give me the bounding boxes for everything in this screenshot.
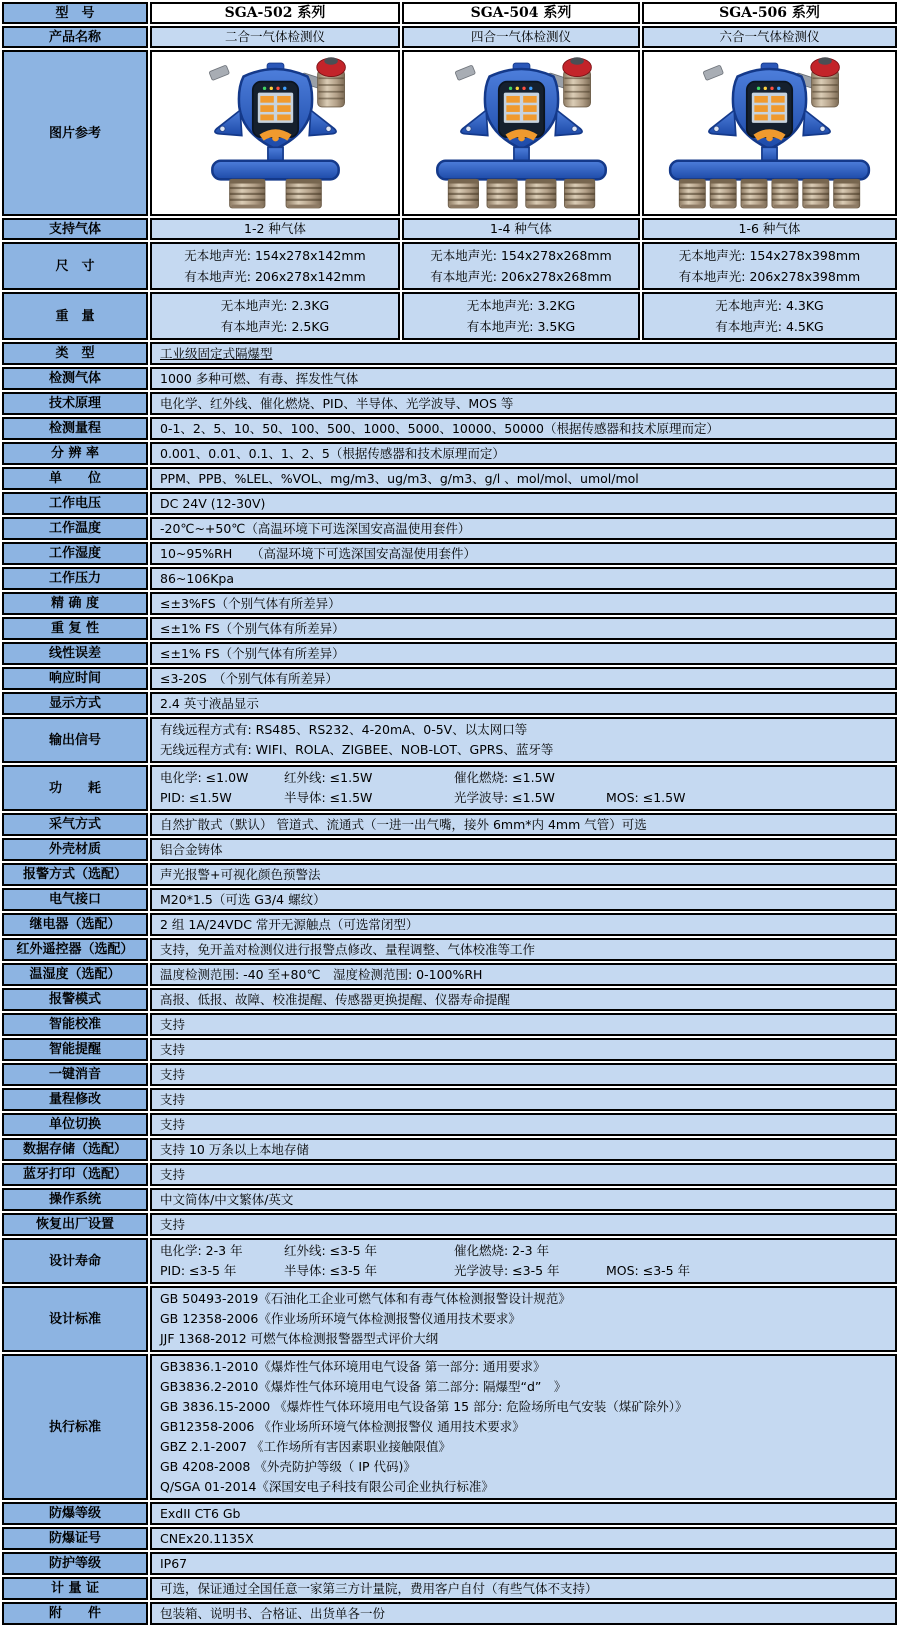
size-value xyxy=(402,242,640,290)
row-label: 分 辨 率 xyxy=(2,442,148,465)
row-label: 报警模式 xyxy=(2,988,148,1011)
spec-value xyxy=(150,1113,897,1136)
spec-value-segment: PID: ≤1.5W xyxy=(160,790,232,805)
row-label: 输出信号 xyxy=(2,717,148,763)
spec-value xyxy=(150,567,897,590)
row-label: 功 耗 xyxy=(2,765,148,811)
row-label: 量程修改 xyxy=(2,1088,148,1111)
spec-value xyxy=(150,1552,897,1575)
row-label: 显示方式 xyxy=(2,692,148,715)
sensor-cylinder xyxy=(525,179,555,208)
spec-value-line: ≤±1% FS（个别气体有所差异） xyxy=(160,621,345,636)
spec-row xyxy=(2,667,897,690)
row-label: 恢复出厂设置 xyxy=(2,1213,148,1236)
spec-value xyxy=(150,1213,897,1236)
row-label: 类 型 xyxy=(2,342,148,365)
spec-value-segment: 半导体: ≤3-5 年 xyxy=(284,1263,378,1278)
spec-value-line: 铝合金铸体 xyxy=(160,842,223,857)
row-label: 检测气体 xyxy=(2,367,148,390)
spec-row xyxy=(2,517,897,540)
spec-value xyxy=(150,542,897,565)
spec-value-line: 0-1、2、5、10、50、100、500、1000、5000、10000、50000（根据传感器和技术原理而定） xyxy=(160,421,720,436)
spec-value-line: GB 3836.15-2000 《爆炸性气体环境用电气设备第 15 部分: 危险场所电气安装（煤矿除外）》 xyxy=(160,1399,688,1414)
spec-value xyxy=(150,717,897,763)
spec-value xyxy=(150,1138,897,1161)
gases-value: 1-4 种气体 xyxy=(402,218,640,240)
product-name: 二合一气体检测仪 xyxy=(150,26,400,48)
spec-value-segment: 光学波导: ≤3-5 年 xyxy=(454,1263,560,1278)
spec-row xyxy=(2,467,897,490)
row-label: 重 量 xyxy=(2,292,148,340)
spec-row xyxy=(2,813,897,836)
spec-table-body xyxy=(2,2,897,1625)
row-label: 工作电压 xyxy=(2,492,148,515)
row-label: 防护等级 xyxy=(2,1552,148,1575)
spec-value xyxy=(150,442,897,465)
gas-detector-image xyxy=(166,53,385,213)
sensor-cylinder xyxy=(741,179,767,208)
spec-value xyxy=(150,1354,897,1500)
row-label: 蓝牙打印（选配） xyxy=(2,1163,148,1186)
spec-row xyxy=(2,1286,897,1352)
sensor-cylinder xyxy=(679,179,705,208)
spec-row xyxy=(2,838,897,861)
spec-value-line: PPM、PPB、%LEL、%VOL、mg/m3、ug/m3、g/m3、g/l 、mol/mol、umol/mol xyxy=(160,471,639,486)
spec-value-segment: MOS: ≤3-5 年 xyxy=(606,1263,691,1278)
spec-value xyxy=(150,1088,897,1111)
spec-value-line: M20*1.5（可选 G3/4 螺纹） xyxy=(160,892,326,907)
row-label: 计 量 证 xyxy=(2,1577,148,1600)
spec-row xyxy=(2,1113,897,1136)
size-value-line: 无本地声光: 154x278x142mm xyxy=(184,248,366,263)
spec-row xyxy=(2,938,897,961)
spec-value xyxy=(150,1602,897,1625)
spec-value-line: IP67 xyxy=(160,1556,188,1571)
spec-value-line: 支持 10 万条以上本地存储 xyxy=(160,1142,309,1157)
gas-detector-image xyxy=(660,53,879,213)
row-label: 附 件 xyxy=(2,1602,148,1625)
spec-value-line: 支持 xyxy=(160,1117,186,1132)
size-value-line: 无本地声光: 154x278x268mm xyxy=(430,248,612,263)
weight-value xyxy=(150,292,400,340)
spec-value-line: 10~95%RH （高湿环境下可选深国安高湿使用套件） xyxy=(160,546,476,561)
row-label: 防爆等级 xyxy=(2,1502,148,1525)
spec-value-line: 自然扩散式（默认） 管道式、流通式（一进一出气嘴，接外 6mm*内 4mm 气管）可选 xyxy=(160,817,647,832)
spec-row xyxy=(2,988,897,1011)
sensor-manifold xyxy=(670,161,869,180)
row-label: 继电器（选配） xyxy=(2,913,148,936)
spec-value xyxy=(150,1163,897,1186)
product-row xyxy=(2,26,897,48)
gases-value: 1-6 种气体 xyxy=(642,218,897,240)
spec-value xyxy=(150,963,897,986)
weight-row xyxy=(2,292,897,340)
row-label: 报警方式（选配） xyxy=(2,863,148,886)
spec-row xyxy=(2,1577,897,1600)
spec-value xyxy=(150,492,897,515)
row-label: 检测量程 xyxy=(2,417,148,440)
spec-value-line: 支持 xyxy=(160,1067,186,1082)
row-label: 电气接口 xyxy=(2,888,148,911)
row-label: 外壳材质 xyxy=(2,838,148,861)
size-value-line: 无本地声光: 154x278x398mm xyxy=(678,248,861,263)
spec-value-line: GB3836.2-2010《爆炸性气体环境用电气设备 第二部分: 隔爆型“d” 》 xyxy=(160,1379,567,1394)
spec-row xyxy=(2,492,897,515)
spec-value-segment: 电化学: 2-3 年 xyxy=(160,1243,243,1258)
spec-value xyxy=(150,467,897,490)
row-label: 工作温度 xyxy=(2,517,148,540)
sensor-cylinder xyxy=(448,179,478,208)
gas-detector-image xyxy=(412,53,631,213)
spec-row xyxy=(2,642,897,665)
spec-value-segment: MOS: ≤1.5W xyxy=(606,790,686,805)
spec-value-segment: PID: ≤3-5 年 xyxy=(160,1263,237,1278)
spec-value xyxy=(150,1238,897,1284)
size-value-line: 有本地声光: 206x278x398mm xyxy=(678,269,861,284)
model-name: SGA-502 系列 xyxy=(150,2,400,24)
row-label: 工作压力 xyxy=(2,567,148,590)
spec-value-line: 有线远程方式有: RS485、RS232、4-20mA、0-5V、以太网口等 xyxy=(160,722,528,737)
spec-value xyxy=(150,913,897,936)
spec-value-line: Q/SGA 01-2014《深国安电子科技有限公司企业执行标准》 xyxy=(160,1479,494,1494)
spec-value-line: 中文简体/中文繁体/英文 xyxy=(160,1192,294,1207)
weight-value-line: 有本地声光: 3.5KG xyxy=(466,319,576,334)
spec-value-line: 高报、低报、故障、校准提醒、传感器更换提醒、仪器寿命提醒 xyxy=(160,992,511,1007)
sensor-cylinder xyxy=(286,179,321,208)
row-label: 采气方式 xyxy=(2,813,148,836)
spec-row xyxy=(2,1354,897,1500)
spec-row xyxy=(2,1038,897,1061)
spec-value xyxy=(150,417,897,440)
row-label: 工作湿度 xyxy=(2,542,148,565)
row-label: 防爆证号 xyxy=(2,1527,148,1550)
spec-value-line: GB3836.1-2010《爆炸性气体环境用电气设备 第一部分: 通用要求》 xyxy=(160,1359,546,1374)
row-label: 响应时间 xyxy=(2,667,148,690)
product-image-cell xyxy=(642,50,897,216)
spec-value-segments xyxy=(160,788,887,808)
row-label: 设计标准 xyxy=(2,1286,148,1352)
spec-value xyxy=(150,642,897,665)
gases-value: 1-2 种气体 xyxy=(150,218,400,240)
row-label: 设计寿命 xyxy=(2,1238,148,1284)
spec-value xyxy=(150,888,897,911)
spec-value xyxy=(150,813,897,836)
spec-row xyxy=(2,765,897,811)
spec-value-line: GB12358-2006 《作业场所环境气体检测报警仪 通用技术要求》 xyxy=(160,1419,525,1434)
spec-row xyxy=(2,442,897,465)
spec-row xyxy=(2,1502,897,1525)
row-label: 精 确 度 xyxy=(2,592,148,615)
spec-value xyxy=(150,592,897,615)
row-label: 智能校准 xyxy=(2,1013,148,1036)
row-label: 线性误差 xyxy=(2,642,148,665)
spec-value-line: 支持 xyxy=(160,1167,186,1182)
weight-value xyxy=(402,292,640,340)
conduit-connector xyxy=(454,65,475,81)
row-label: 型 号 xyxy=(2,2,148,24)
spec-value-segments xyxy=(160,1241,887,1261)
spec-row xyxy=(2,1213,897,1236)
spec-row xyxy=(2,1088,897,1111)
product-image-cell xyxy=(402,50,640,216)
spec-value-segment: 红外线: ≤3-5 年 xyxy=(284,1243,378,1258)
spec-row xyxy=(2,617,897,640)
sensor-cylinder xyxy=(772,179,798,208)
spec-value xyxy=(150,988,897,1011)
spec-value-line: 支持，免开盖对检测仪进行报警点修改、量程调整、气体校准等工作 xyxy=(160,942,536,957)
spec-value xyxy=(150,863,897,886)
conduit-connector xyxy=(703,65,724,81)
spec-value-line: 2.4 英寸液晶显示 xyxy=(160,696,259,711)
display-screen xyxy=(498,82,543,142)
sensor-cylinder xyxy=(229,179,264,208)
spec-row xyxy=(2,417,897,440)
sensor-cylinder xyxy=(564,179,594,208)
product-name: 四合一气体检测仪 xyxy=(402,26,640,48)
spec-row xyxy=(2,692,897,715)
spec-value-line: ≤±1% FS（个别气体有所差异） xyxy=(160,646,345,661)
row-label: 图片参考 xyxy=(2,50,148,216)
model-name: SGA-504 系列 xyxy=(402,2,640,24)
spec-value xyxy=(150,838,897,861)
spec-row xyxy=(2,963,897,986)
spec-value xyxy=(150,1188,897,1211)
spec-row xyxy=(2,717,897,763)
spec-value xyxy=(150,765,897,811)
size-value-line: 有本地声光: 206x278x268mm xyxy=(430,269,612,284)
spec-row xyxy=(2,392,897,415)
spec-value xyxy=(150,1286,897,1352)
spec-value-line: 支持 xyxy=(160,1042,186,1057)
spec-value xyxy=(150,1577,897,1600)
row-label: 执行标准 xyxy=(2,1354,148,1500)
weight-value-line: 无本地声光: 4.3KG xyxy=(715,298,824,313)
spec-value-line: 无线远程方式有: WIFI、ROLA、ZIGBEE、NOB-LOT、GPRS、蓝牙等 xyxy=(160,742,554,757)
spec-value xyxy=(150,692,897,715)
spec-value-line: ≤±3%FS（个别气体有所差异） xyxy=(160,596,341,611)
row-label: 单位切换 xyxy=(2,1113,148,1136)
spec-value xyxy=(150,1502,897,1525)
spec-value-line: 支持 xyxy=(160,1017,186,1032)
sensor-cylinder xyxy=(803,179,829,208)
spec-value-segment: 光学波导: ≤1.5W xyxy=(454,790,555,805)
spec-value xyxy=(150,367,897,390)
spec-value-line: 0.001、0.01、0.1、1、2、5（根据传感器和技术原理而定） xyxy=(160,446,505,461)
spec-value xyxy=(150,342,897,365)
sensor-cylinder xyxy=(710,179,736,208)
spec-row xyxy=(2,542,897,565)
spec-row xyxy=(2,1138,897,1161)
spec-row xyxy=(2,1527,897,1550)
display-screen xyxy=(252,82,297,142)
image-row xyxy=(2,50,897,216)
spec-value-line: 2 组 1A/24VDC 常开无源触点（可选常闭型） xyxy=(160,917,419,932)
conduit-connector xyxy=(208,65,229,81)
spec-row xyxy=(2,888,897,911)
spec-row xyxy=(2,1238,897,1284)
spec-value-line: JJF 1368-2012 可燃气体检测报警器型式评价大纲 xyxy=(160,1331,439,1346)
spec-value xyxy=(150,1063,897,1086)
spec-value xyxy=(150,1013,897,1036)
spec-value-line: 支持 xyxy=(160,1217,186,1232)
spec-value-segments xyxy=(160,1261,887,1281)
spec-value xyxy=(150,617,897,640)
spec-value-line: 1000 多种可燃、有毒、挥发性气体 xyxy=(160,371,359,386)
spec-row xyxy=(2,592,897,615)
weight-value xyxy=(642,292,897,340)
row-label: 尺 寸 xyxy=(2,242,148,290)
weight-value-line: 无本地声光: 3.2KG xyxy=(466,298,576,313)
row-label: 重 复 性 xyxy=(2,617,148,640)
display-screen xyxy=(747,82,792,142)
spec-row xyxy=(2,367,897,390)
spec-value-line: 包装箱、说明书、合格证、出货单各一份 xyxy=(160,1606,386,1621)
sensor-cylinder xyxy=(834,179,860,208)
spec-row xyxy=(2,1163,897,1186)
spec-value-line: 电化学、红外线、催化燃烧、PID、半导体、光学波导、MOS 等 xyxy=(160,396,514,411)
spec-value-line: 声光报警+可视化颜色预警法 xyxy=(160,867,321,882)
spec-row xyxy=(2,1602,897,1625)
spec-row xyxy=(2,913,897,936)
spec-value xyxy=(150,938,897,961)
row-label: 支持气体 xyxy=(2,218,148,240)
row-label: 技术原理 xyxy=(2,392,148,415)
spec-value xyxy=(150,517,897,540)
size-row xyxy=(2,242,897,290)
spec-row xyxy=(2,567,897,590)
spec-value-segment: 电化学: ≤1.0W xyxy=(160,770,249,785)
spec-value-line: 温度检测范围: -40 至+80℃ 湿度检测范围: 0-100%RH xyxy=(160,967,483,982)
sensor-manifold xyxy=(212,161,338,180)
row-label: 红外遥控器（选配） xyxy=(2,938,148,961)
product-name: 六合一气体检测仪 xyxy=(642,26,897,48)
size-value xyxy=(150,242,400,290)
spec-value-line: -20℃~+50℃（高温环境下可选深国安高温使用套件） xyxy=(160,521,471,536)
spec-value-line: GB 12358-2006《作业场所环境气体检测报警仪通用技术要求》 xyxy=(160,1311,521,1326)
spec-value xyxy=(150,1038,897,1061)
spec-value-segment: 红外线: ≤1.5W xyxy=(284,770,373,785)
spec-row xyxy=(2,1552,897,1575)
spec-value-line: GBZ 2.1-2007 《工作场所有害因素职业接触限值》 xyxy=(160,1439,451,1454)
spec-row xyxy=(2,1188,897,1211)
spec-value-line: GB 4208-2008 《外壳防护等级（ IP 代码)》 xyxy=(160,1459,416,1474)
spec-row xyxy=(2,863,897,886)
weight-value-line: 有本地声光: 4.5KG xyxy=(715,319,824,334)
row-label: 操作系统 xyxy=(2,1188,148,1211)
spec-value-line: 86~106Kpa xyxy=(160,571,235,586)
sensor-manifold xyxy=(437,161,605,180)
size-value xyxy=(642,242,897,290)
spec-value-line: 可选，保证通过全国任意一家第三方计量院，费用客户自付（有些气体不支持） xyxy=(160,1581,598,1596)
row-label: 温湿度（选配） xyxy=(2,963,148,986)
weight-value-line: 无本地声光: 2.3KG xyxy=(220,298,330,313)
gases-row xyxy=(2,218,897,240)
weight-value-line: 有本地声光: 2.5KG xyxy=(220,319,330,334)
spec-value-line: GB 50493-2019《石油化工企业可燃气体和有毒气体检测报警设计规范》 xyxy=(160,1291,571,1306)
sensor-cylinder xyxy=(486,179,516,208)
spec-value-line: ≤3-20S （个别气体有所差异） xyxy=(160,671,339,686)
spec-value-line: DC 24V (12-30V) xyxy=(160,496,266,511)
row-label: 单 位 xyxy=(2,467,148,490)
spec-value-segment: 半导体: ≤1.5W xyxy=(284,790,373,805)
model-name: SGA-506 系列 xyxy=(642,2,897,24)
spec-value xyxy=(150,667,897,690)
row-label: 一键消音 xyxy=(2,1063,148,1086)
row-label: 智能提醒 xyxy=(2,1038,148,1061)
spec-value-line: 工业级固定式隔爆型 xyxy=(160,346,273,361)
spec-row xyxy=(2,1063,897,1086)
spec-row xyxy=(2,1013,897,1036)
row-label: 产品名称 xyxy=(2,26,148,48)
spec-value xyxy=(150,392,897,415)
spec-row xyxy=(2,342,897,365)
row-label: 数据存储（选配） xyxy=(2,1138,148,1161)
spec-value-line: CNEx20.1135X xyxy=(160,1531,254,1546)
product-image-cell xyxy=(150,50,400,216)
spec-value-segment: 催化燃烧: 2-3 年 xyxy=(454,1243,550,1258)
model-row xyxy=(2,2,897,24)
spec-value-segment: 催化燃烧: ≤1.5W xyxy=(454,770,555,785)
spec-value-line: 支持 xyxy=(160,1092,186,1107)
spec-value xyxy=(150,1527,897,1550)
spec-value-line: ExdII CT6 Gb xyxy=(160,1506,241,1521)
size-value-line: 有本地声光: 206x278x142mm xyxy=(184,269,366,284)
spec-value-segments xyxy=(160,768,887,788)
